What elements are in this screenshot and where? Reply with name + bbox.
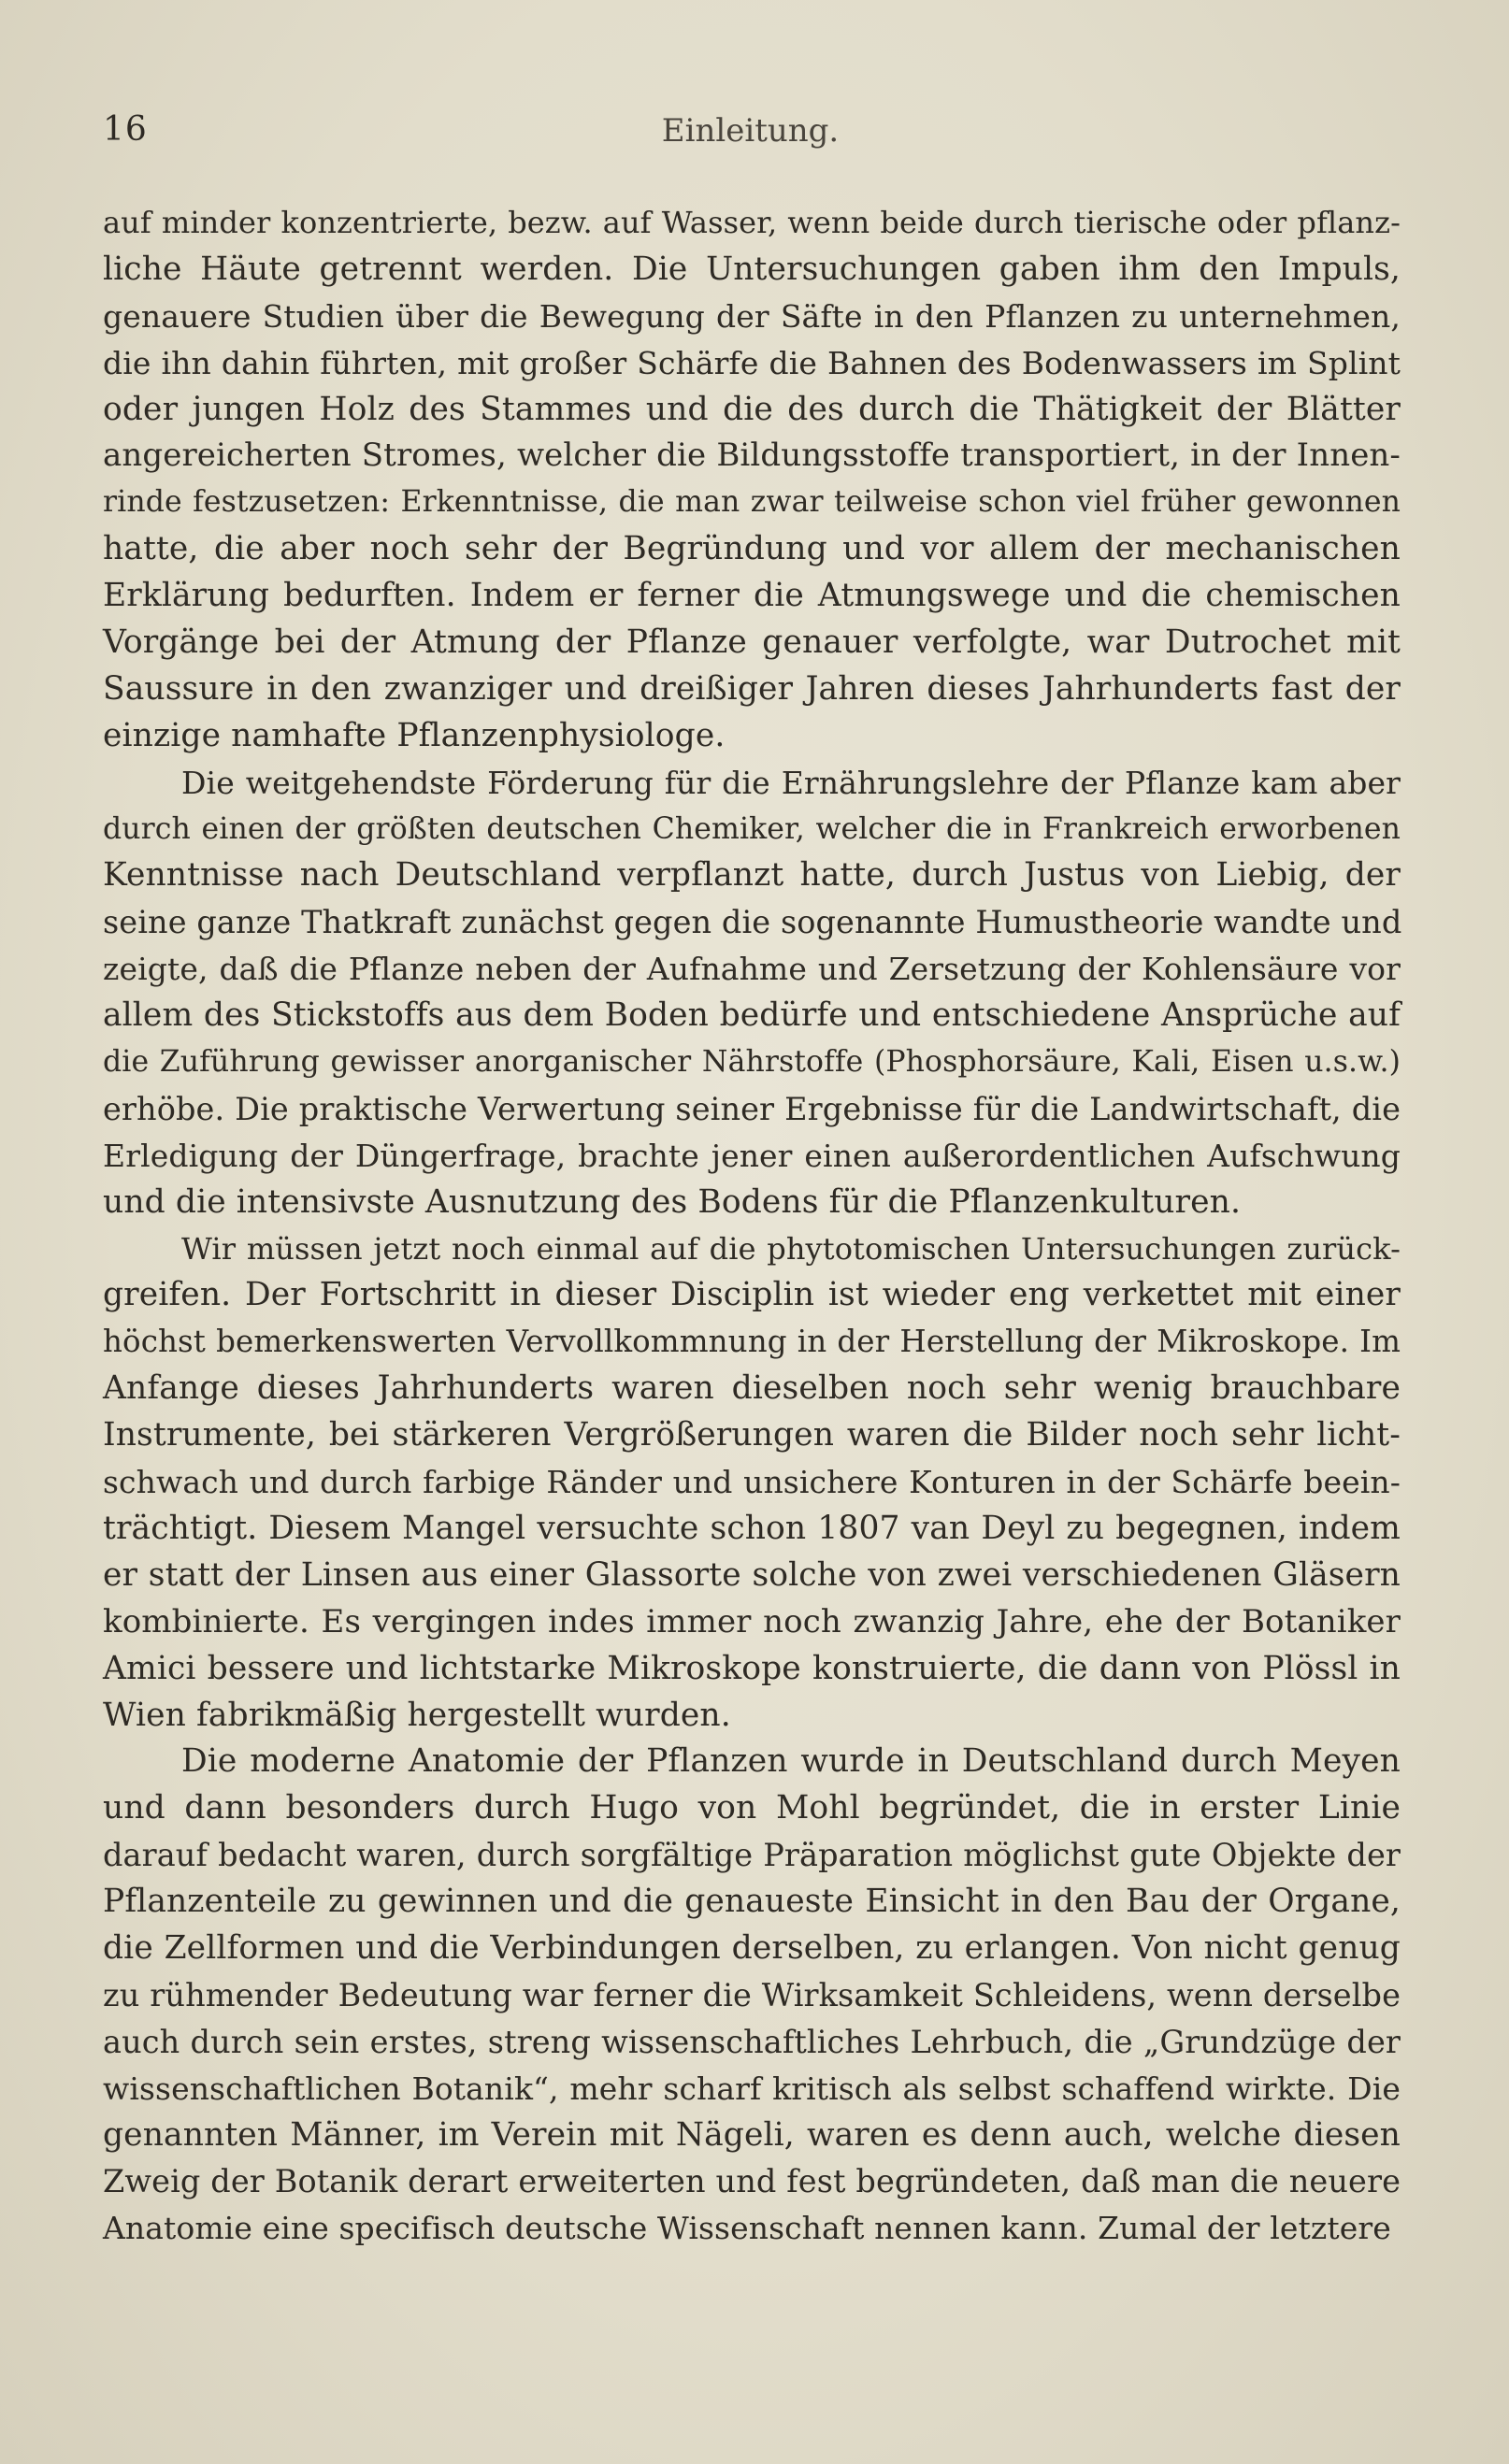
text-line: zeigte, daß die Pflanze neben der Aufnahme und Zersetzung der Kohlensäure vor <box>103 951 1401 988</box>
text-line: und dann besonders durch Hugo von Mohl begründet, die in erster Linie <box>103 1789 1401 1827</box>
text-line: Erledigung der Düngerfrage, brachte jener einen außerordentlichen Aufschwung <box>103 1137 1401 1174</box>
text-line: schwach und durch farbige Ränder und unsichere Konturen in der Schärfe beein- <box>103 1464 1401 1501</box>
paragraph <box>103 1739 1401 2252</box>
text-line: erhöbe. Die praktische Verwertung seiner Ergebnisse für die Landwirtschaft, die <box>103 1090 1401 1127</box>
text-line: und die intensivste Ausnutzung des Bodens für die Pflanzenkulturen. <box>103 1182 1242 1221</box>
text-line: Zweig der Botanik derart erweiterten und fest begründeten, daß man die neuere <box>103 2163 1401 2200</box>
text-line: trächtigt. Diesem Mangel versuchte schon 1807 van Deyl zu begegnen, indem <box>103 1509 1401 1547</box>
text-line: durch einen der größten deutschen Chemiker, welcher die in Frankreich erworbenen <box>103 811 1401 846</box>
text-line: Erklärung bedurften. Indem er ferner die Atmungswege und die chemischen <box>103 577 1401 615</box>
text-line: Wir müssen jetzt noch einmal auf die phytotomischen Untersuchungen zurück- <box>181 1230 1401 1267</box>
text-line: Saussure in den zwanziger und dreißiger Jahren dieses Jahrhunderts fast der <box>103 669 1401 708</box>
text-line: die Zellformen und die Verbindungen derselben, zu erlangen. Von nicht genug <box>103 1928 1401 1967</box>
text-line: wissenschaftlichen Botanik“, mehr scharf kritisch als selbst schaffend wirkte. Die <box>103 2070 1401 2107</box>
text-line: er statt der Linsen aus einer Glassorte solche von zwei verschiedenen Gläsern <box>103 1555 1401 1594</box>
text-line: Kenntnisse nach Deutschland verpflanzt hatte, durch Justus von Liebig, der <box>103 856 1401 895</box>
text-line: genannten Männer, im Verein mit Nägeli, waren es denn auch, welche diesen <box>103 2115 1401 2154</box>
paragraph <box>103 1226 1401 1740</box>
text-line: liche Häute getrennt werden. Die Untersuchungen gaben ihm den Impuls, <box>103 250 1401 288</box>
running-head <box>103 110 1398 157</box>
text-line: Anfange dieses Jahrhunderts waren dieselben noch sehr wenig brauchbare <box>103 1369 1401 1408</box>
text-line: auf minder konzentrierte, bezw. auf Wasser, wenn beide durch tierische oder pflanz- <box>103 205 1401 240</box>
text-line: Amici bessere und lichtstarke Mikroskope konstruierte, die dann von Plössl in <box>103 1649 1401 1687</box>
text-line: Die weitgehendste Förderung für die Ernährungslehre der Pflanze kam aber <box>181 764 1401 801</box>
text-line: rinde festzusetzen: Erkenntnisse, die man zwar teilweise schon viel früher gewonnen <box>103 485 1401 520</box>
text-line: seine ganze Thatkraft zunächst gegen die sogenannte Humustheorie wandte und <box>103 904 1402 941</box>
text-line: die Zuführung gewisser anorganischer Nährstoffe (Phosphorsäure, Kali, Eisen u.s.w.) <box>103 1045 1401 1080</box>
body-text <box>103 200 1401 2252</box>
text-line: Anatomie eine specifisch deutsche Wissenschaft nennen kann. Zumal der letztere <box>103 2210 1391 2247</box>
text-line: einzige namhafte Pflanzenphysiologe. <box>103 716 726 754</box>
text-line: Wien fabrikmäßig hergestellt wurden. <box>103 1696 731 1734</box>
chapter-title: Einleitung. <box>661 112 840 150</box>
text-line: hatte, die aber noch sehr der Begründung und vor allem der mechanischen <box>103 530 1401 568</box>
text-line: allem des Stickstoffs aus dem Boden bedürfe und entschiedene Ansprüche auf <box>103 996 1401 1035</box>
paragraph <box>103 200 1401 760</box>
paragraph <box>103 760 1401 1226</box>
text-line: oder jungen Holz des Stammes und die des durch die Thätigkeit der Blätter <box>103 390 1401 428</box>
text-line: Vorgänge bei der Atmung der Pflanze genauer verfolgte, war Dutrochet mit <box>103 623 1401 662</box>
text-line: angereicherten Stromes, welcher die Bildungsstoffe transportiert, in der Innen- <box>103 437 1401 475</box>
text-line: höchst bemerkenswerten Vervollkommnung in der Herstellung der Mikroskope. Im <box>103 1324 1401 1360</box>
text-line: Die moderne Anatomie der Pflanzen wurde in Deutschland durch Meyen <box>181 1742 1401 1781</box>
text-line: die ihn dahin führten, mit großer Schärfe die Bahnen des Bodenwassers im Splint <box>103 344 1401 381</box>
text-line: zu rühmender Bedeutung war ferner die Wirksamkeit Schleidens, wenn derselbe <box>103 1976 1401 2013</box>
text-line: kombinierte. Es vergingen indes immer noch zwanzig Jahre, ehe der Botaniker <box>103 1602 1401 1640</box>
text-line: Instrumente, bei stärkeren Vergrößerungen waren die Bilder noch sehr licht- <box>103 1416 1401 1454</box>
text-line: greifen. Der Fortschritt in dieser Disciplin ist wieder eng verkettet mit einer <box>103 1276 1401 1314</box>
text-line: genauere Studien über die Bewegung der Säfte in den Pflanzen zu unternehmen, <box>103 297 1401 335</box>
text-line: darauf bedacht waren, durch sorgfältige Präparation möglichst gute Objekte der <box>103 1837 1401 1874</box>
page-number: 16 <box>103 110 148 149</box>
text-line: Pflanzenteile zu gewinnen und die genaueste Einsicht in den Bau der Organe, <box>103 1883 1401 1921</box>
text-line: auch durch sein erstes, streng wissenschaftliches Lehrbuch, die „Grundzüge der <box>103 2023 1401 2060</box>
